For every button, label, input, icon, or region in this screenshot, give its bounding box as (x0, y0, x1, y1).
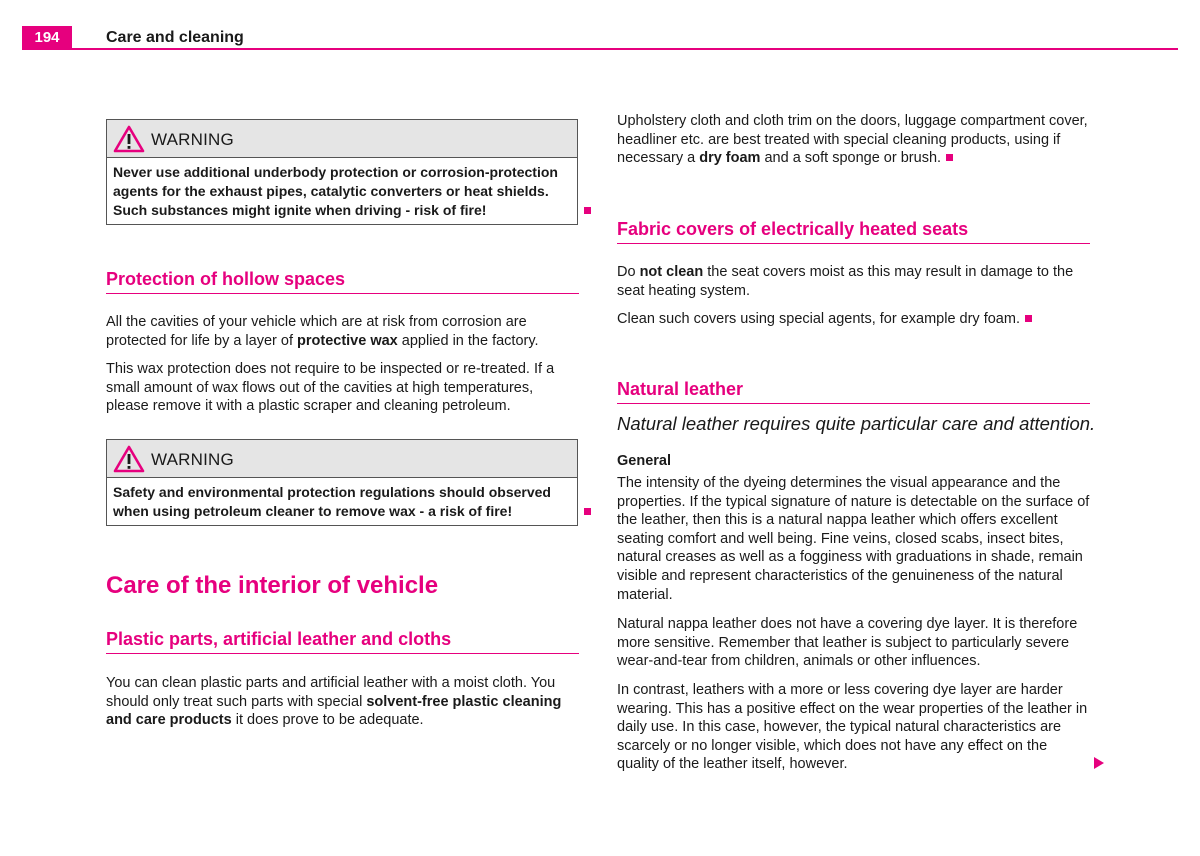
end-marker-square (946, 154, 953, 161)
chapter-heading-interior-care: Care of the interior of vehicle (106, 572, 439, 599)
warning-header (107, 120, 577, 158)
paragraph-hollow-2: This wax protection does not require to be inspected or re-treated. If a small amount of wax flows out of the cavities at high temperatures, please remove it with a plastic scraper and cleaning petroleum. (106, 361, 555, 415)
warning-title: WARNING (151, 450, 234, 469)
paragraph-fabric-1: Do not clean the seat covers moist as this may result in damage to the seat heating system. (617, 264, 1074, 299)
warning-triangle-icon (113, 445, 145, 473)
paragraph-upholstery: Upholstery cloth and cloth trim on the doors, luggage compartment cover, headliner etc. are best treated with special cleaning products, using if necessary a dry foam and a soft sponge or brush. (617, 113, 1088, 167)
paragraph-plastic-1: You can clean plastic parts and artificial leather with a moist cloth. You should only treat such parts with special solvent-free plastic cleaning and care products it does prove to be adequate. (106, 675, 562, 729)
paragraph-leather-1: The intensity of the dyeing determines the visual appearance and the properties. If the typical signature of nature is detectable on the surface of the leather, then this is a natural nappa leather which offers excellent seating comfort and well being. Fine veins, closed scabs, insect bites, natural creases as well as a fogginess with graduations in shade, remain visible and represent characteristics of the genuineness of the natural material. (617, 475, 1090, 603)
page-header (22, 26, 1178, 50)
warning-triangle-icon (113, 125, 145, 153)
paragraph-leather-3: In contrast, leathers with a more or less covering dye layer are harder wearing. This has a positive effect on the wear properties of the leather in daily use. In this case, however, the typical natural characteristics are scarcely or no longer visible, which does not have any effect on the quality of the leather itself, however. (617, 682, 1088, 773)
continue-arrow-icon (1093, 756, 1105, 770)
warning-title: WARNING (151, 130, 234, 149)
paragraph-leather-2: Natural nappa leather does not have a covering dye layer. It is therefore more sensitive. Remember that leather is subject to particularly severe wear-and-tear from children, animals or other influences. (617, 616, 1078, 670)
heading-plastic-parts: Plastic parts, artificial leather and cloths (106, 629, 579, 654)
heading-fabric-covers: Fabric covers of electrically heated seats (617, 219, 1090, 244)
paragraph-fabric-2: Clean such covers using special agents, for example dry foam. (617, 310, 1090, 329)
end-marker-square (584, 508, 591, 515)
warning-header (107, 440, 577, 478)
warning-box-petroleum (106, 439, 578, 526)
header-rule (22, 48, 1178, 50)
warning-box-fire (106, 119, 578, 225)
end-marker-square (1025, 315, 1032, 322)
warning-text: Never use additional underbody protection or corrosion-protection agents for the exhaust pipes, catalytic converters or heat shields. Such substances might ignite when driving - risk of fire! (113, 164, 558, 218)
paragraph-hollow-1: All the cavities of your vehicle which are at risk from corrosion are protected for life by a layer of protective wax applied in the factory. (106, 314, 539, 349)
end-marker-square (584, 207, 591, 214)
page-number: 194 (22, 26, 72, 50)
warning-text: Safety and environmental protection regulations should observed when using petroleum cleaner to remove wax - a risk of fire! (113, 484, 551, 519)
heading-natural-leather: Natural leather (617, 379, 1090, 404)
heading-protection-hollow-spaces: Protection of hollow spaces (106, 269, 579, 294)
chapter-title: Care and cleaning (106, 29, 244, 46)
leather-intro: Natural leather requires quite particular care and attention. (617, 413, 1096, 434)
subheading-general: General (617, 453, 671, 469)
